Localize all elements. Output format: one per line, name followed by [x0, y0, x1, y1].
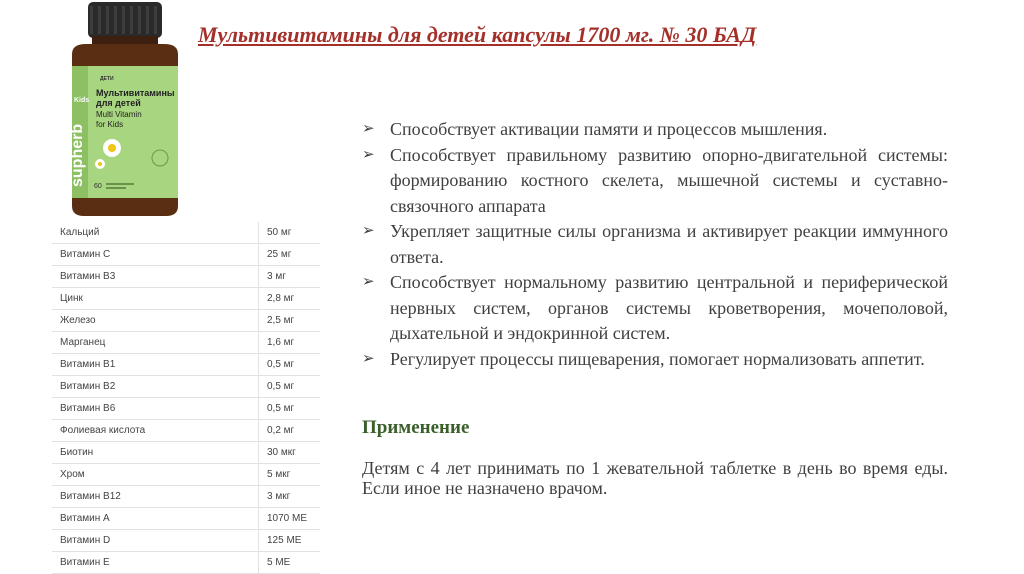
label-name-en-1: Multi Vitamin [96, 110, 142, 119]
label-kids-text: Kids [74, 97, 90, 104]
product-bottle-image [62, 2, 188, 218]
usage-text: Детям с 4 лет принимать по 1 жевательной таблетке в день во время еды. Если иное не назначено врачом. [362, 458, 948, 498]
nutrient-name: Железо [52, 310, 259, 332]
nutrient-value: 2,5 мг [259, 310, 321, 332]
benefit-text: Регулирует процессы пищеварения, помогает нормализовать аппетит. [390, 348, 925, 369]
label-name-ru-1: Мультивитамины [96, 88, 175, 98]
nutrient-value: 125 МЕ [259, 530, 321, 552]
list-item [362, 270, 948, 347]
table-row [52, 530, 320, 552]
brand-text: supherb [69, 123, 86, 187]
list-item [362, 347, 948, 373]
arrow-bullet-icon: ➢ [362, 121, 375, 137]
benefit-text: Способствует нормальному развитию центральной и периферической нервных систем, органов системы кроветворения, мочеполовой, дыхательной и эндокринной систем. [390, 272, 948, 343]
nutrient-value: 5 мкг [259, 464, 321, 486]
label-count-text: 60 [94, 183, 102, 190]
nutrient-name: Хром [52, 464, 259, 486]
list-item [362, 117, 948, 143]
nutrient-value: 0,2 мг [259, 420, 321, 442]
nutrient-value: 0,5 мг [259, 398, 321, 420]
nutrient-value: 0,5 мг [259, 376, 321, 398]
nutrient-name: Витамин А [52, 508, 259, 530]
nutrient-value: 50 мг [259, 222, 321, 244]
arrow-bullet-icon: ➢ [362, 274, 375, 290]
nutrient-value: 3 мкг [259, 486, 321, 508]
nutrient-value: 30 мкг [259, 442, 321, 464]
table-row [52, 398, 320, 420]
benefits-list [362, 117, 948, 372]
list-item [362, 219, 948, 270]
table-row [52, 552, 320, 574]
nutrient-name: Витамин В2 [52, 376, 259, 398]
nutrient-name: Цинк [52, 288, 259, 310]
nutrient-name: Витамин D [52, 530, 259, 552]
nutrient-name: Витамин В3 [52, 266, 259, 288]
table-row [52, 244, 320, 266]
benefit-text: Способствует активации памяти и процессов мышления. [390, 119, 828, 139]
nutrient-value: 5 МЕ [259, 552, 321, 574]
list-item [362, 143, 948, 220]
arrow-bullet-icon: ➢ [362, 350, 375, 367]
nutrient-name: Витамин Е [52, 552, 259, 574]
nutrient-name: Витамин В1 [52, 354, 259, 376]
arrow-bullet-icon: ➢ [362, 146, 375, 163]
table-row [52, 420, 320, 442]
nutrient-name: Фолиевая кислота [52, 420, 259, 442]
table-row [52, 376, 320, 398]
nutrient-name: Витамин В6 [52, 398, 259, 420]
table-row [52, 288, 320, 310]
label-top-text: ДЕТИ [100, 76, 114, 82]
table-row [52, 486, 320, 508]
table-row [52, 310, 320, 332]
nutrient-name: Кальций [52, 222, 259, 244]
benefit-text: Укрепляет защитные силы организма и активирует реакции иммунного ответа. [390, 221, 948, 267]
page-title: Мультивитамины для детей капсулы 1700 мг. № 30 БАД [198, 22, 757, 47]
label-name-en-2: for Kids [96, 120, 124, 129]
nutrient-name: Витамин С [52, 244, 259, 266]
arrow-bullet-icon: ➢ [362, 223, 375, 239]
nutrient-value: 0,5 мг [259, 354, 321, 376]
table-row [52, 354, 320, 376]
table-row [52, 464, 320, 486]
nutrient-name: Марганец [52, 332, 259, 354]
label-name-ru-2: для детей [96, 98, 141, 108]
nutrient-name: Биотин [52, 442, 259, 464]
nutrient-value: 2,8 мг [259, 288, 321, 310]
table-row [52, 222, 320, 244]
table-row [52, 442, 320, 464]
table-row [52, 266, 320, 288]
nutrient-value: 3 мг [259, 266, 321, 288]
benefit-text: Способствует правильному развитию опорно-двигательной системы: формированию костного скелета, мышечной системы и суставно-связочного аппарата [390, 144, 948, 216]
usage-heading: Применение [362, 417, 470, 438]
nutrient-name: Витамин В12 [52, 486, 259, 508]
nutrient-table [52, 222, 320, 574]
nutrient-value: 25 мг [259, 244, 321, 266]
nutrient-value: 1070 МЕ [259, 508, 321, 530]
nutrient-value: 1,6 мг [259, 332, 321, 354]
table-row [52, 332, 320, 354]
table-row [52, 508, 320, 530]
